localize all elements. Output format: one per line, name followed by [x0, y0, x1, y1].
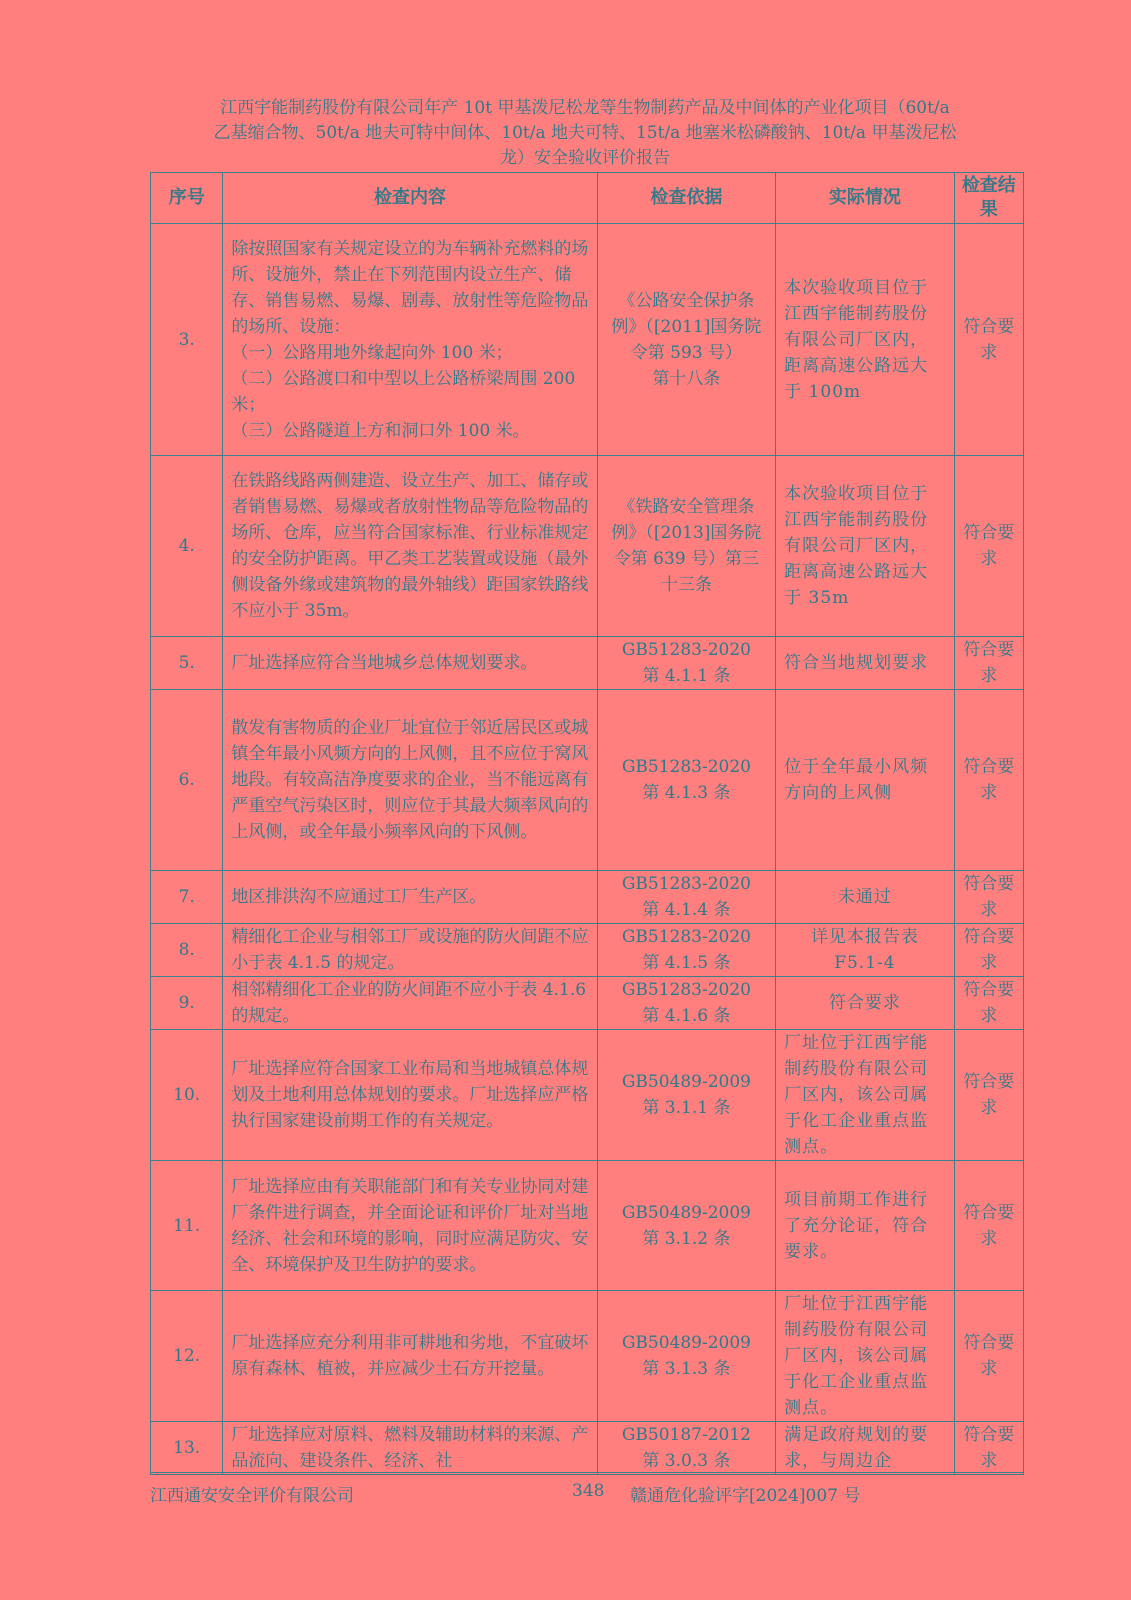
row-basis: GB51283-2020 第 4.1.6 条	[597, 977, 775, 1030]
row-basis: GB50187-2012 第 3.0.3 条	[597, 1422, 775, 1475]
inspection-table	[150, 172, 1024, 1475]
row-actual: 本次验收项目位于江西宇能制药股份有限公司厂区内，距离高速公路远大于 35m	[776, 456, 954, 637]
row-result: 符合要求	[954, 224, 1023, 456]
row-actual: 符合当地规划要求	[776, 637, 954, 690]
header-content: 检查内容	[223, 173, 597, 224]
row-actual: 厂址位于江西宇能制药股份有限公司厂区内，该公司属于化工企业重点监测点。	[776, 1030, 954, 1161]
header-basis: 检查依据	[597, 173, 775, 224]
row-no: 9.	[151, 977, 223, 1030]
row-no: 3.	[151, 224, 223, 456]
row-actual: 符合要求	[776, 977, 954, 1030]
row-content: 散发有害物质的企业厂址宜位于邻近居民区或城镇全年最小风频方向的上风侧，且不应位于窝风地段。有较高洁净度要求的企业，当不能远离有严重空气污染区时，则应位于其最大频率风向的上风侧，或全年最小频率风向的下风侧。	[223, 690, 597, 871]
row-actual: 未通过	[776, 871, 954, 924]
row-content: 厂址选择应由有关职能部门和有关专业协同对建厂条件进行调查，并全面论证和评价厂址对当地经济、社会和环境的影响，同时应满足防灾、安全、环境保护及卫生防护的要求。	[223, 1161, 597, 1291]
header-no: 序号	[151, 173, 223, 224]
table-row	[151, 977, 1024, 1030]
row-result: 符合要求	[954, 1030, 1023, 1161]
footer-document-number: 赣通危化验评字[2024]007 号	[630, 1486, 861, 1506]
footer-company: 江西通安安全评价有限公司	[150, 1486, 354, 1506]
row-actual: 位于全年最小风频方向的上风侧	[776, 690, 954, 871]
footer-divider	[150, 1472, 1024, 1473]
row-content: 地区排洪沟不应通过工厂生产区。	[223, 871, 597, 924]
table-header-row	[151, 173, 1024, 224]
row-actual: 详见本报告表 F5.1-4	[776, 924, 954, 977]
row-result: 符合要求	[954, 690, 1023, 871]
row-no: 10.	[151, 1030, 223, 1161]
row-content: 厂址选择应对原料、燃料及辅助材料的来源、产品流向、建设条件、经济、社	[223, 1422, 597, 1475]
row-content: 在铁路线路两侧建造、设立生产、加工、储存或者销售易燃、易爆或者放射性物品等危险物品的场所、仓库，应当符合国家标准、行业标准规定的安全防护距离。甲乙类工艺装置或设施（最外侧设备外缘或建筑物的最外轴线）距国家铁路线不应小于 35m。	[223, 456, 597, 637]
row-no: 6.	[151, 690, 223, 871]
row-basis: 《公路安全保护条例》（[2011]国务院令第 593 号） 第十八条	[597, 224, 775, 456]
row-no: 11.	[151, 1161, 223, 1291]
row-result: 符合要求	[954, 456, 1023, 637]
row-basis: GB51283-2020 第 4.1.4 条	[597, 871, 775, 924]
table-row	[151, 1291, 1024, 1422]
row-basis: GB51283-2020 第 4.1.3 条	[597, 690, 775, 871]
table-row	[151, 224, 1024, 456]
row-result: 符合要求	[954, 924, 1023, 977]
table-row	[151, 1161, 1024, 1291]
row-result: 符合要求	[954, 637, 1023, 690]
row-result: 符合要求	[954, 1422, 1023, 1475]
table-row	[151, 690, 1024, 871]
table-row	[151, 1030, 1024, 1161]
footer-page-number: 348	[572, 1481, 605, 1501]
row-basis: GB51283-2020 第 4.1.1 条	[597, 637, 775, 690]
row-result: 符合要求	[954, 977, 1023, 1030]
page-title	[150, 96, 1020, 171]
row-basis: GB50489-2009 第 3.1.1 条	[597, 1030, 775, 1161]
row-result: 符合要求	[954, 1161, 1023, 1291]
table-row	[151, 1422, 1024, 1475]
row-basis: GB50489-2009 第 3.1.3 条	[597, 1291, 775, 1422]
row-content: 除按照国家有关规定设立的为车辆补充燃料的场所、设施外，禁止在下列范围内设立生产、储存、销售易燃、易爆、剧毒、放射性等危险物品的场所、设施： （一）公路用地外缘起向外 100 米； （二）公路渡口和中型以上公路桥梁周围 200 米； （三）公路隧道上方和洞口外 100 米。	[223, 224, 597, 456]
row-actual: 满足政府规划的要求，与周边企	[776, 1422, 954, 1475]
row-no: 5.	[151, 637, 223, 690]
page-title-line-3: 龙）安全验收评价报告	[500, 148, 670, 168]
row-content: 厂址选择应符合国家工业布局和当地城镇总体规划及土地利用总体规划的要求。厂址选择应严格执行国家建设前期工作的有关规定。	[223, 1030, 597, 1161]
header-result: 检查结果	[954, 173, 1023, 224]
table-row	[151, 871, 1024, 924]
row-no: 8.	[151, 924, 223, 977]
row-no: 12.	[151, 1291, 223, 1422]
row-content: 精细化工企业与相邻工厂或设施的防火间距不应小于表 4.1.5 的规定。	[223, 924, 597, 977]
row-basis: 《铁路安全管理条例》（[2013]国务院令第 639 号）第三十三条	[597, 456, 775, 637]
row-result: 符合要求	[954, 871, 1023, 924]
row-no: 4.	[151, 456, 223, 637]
row-actual: 项目前期工作进行了充分论证，符合要求。	[776, 1161, 954, 1291]
row-actual: 本次验收项目位于江西宇能制药股份有限公司厂区内，距离高速公路远大于 100m	[776, 224, 954, 456]
row-content: 厂址选择应充分利用非可耕地和劣地，不宜破坏原有森林、植被，并应减少土石方开挖量。	[223, 1291, 597, 1422]
row-result: 符合要求	[954, 1291, 1023, 1422]
row-content: 相邻精细化工企业的防火间距不应小于表 4.1.6 的规定。	[223, 977, 597, 1030]
page-title-line-1: 江西宇能制药股份有限公司年产 10t 甲基泼尼松龙等生物制药产品及中间体的产业化项目（60t/a	[220, 98, 950, 118]
table-row	[151, 456, 1024, 637]
row-no: 13.	[151, 1422, 223, 1475]
header-actual: 实际情况	[776, 173, 954, 224]
row-basis: GB50489-2009 第 3.1.2 条	[597, 1161, 775, 1291]
row-no: 7.	[151, 871, 223, 924]
row-content: 厂址选择应符合当地城乡总体规划要求。	[223, 637, 597, 690]
row-actual: 厂址位于江西宇能制药股份有限公司厂区内，该公司属于化工企业重点监测点。	[776, 1291, 954, 1422]
page-title-line-2: 乙基缩合物、50t/a 地夫可特中间体、10t/a 地夫可特、15t/a 地塞米松磷酸钠、10t/a 甲基泼尼松	[213, 123, 957, 143]
row-basis: GB51283-2020 第 4.1.5 条	[597, 924, 775, 977]
table-row	[151, 637, 1024, 690]
table-row	[151, 924, 1024, 977]
